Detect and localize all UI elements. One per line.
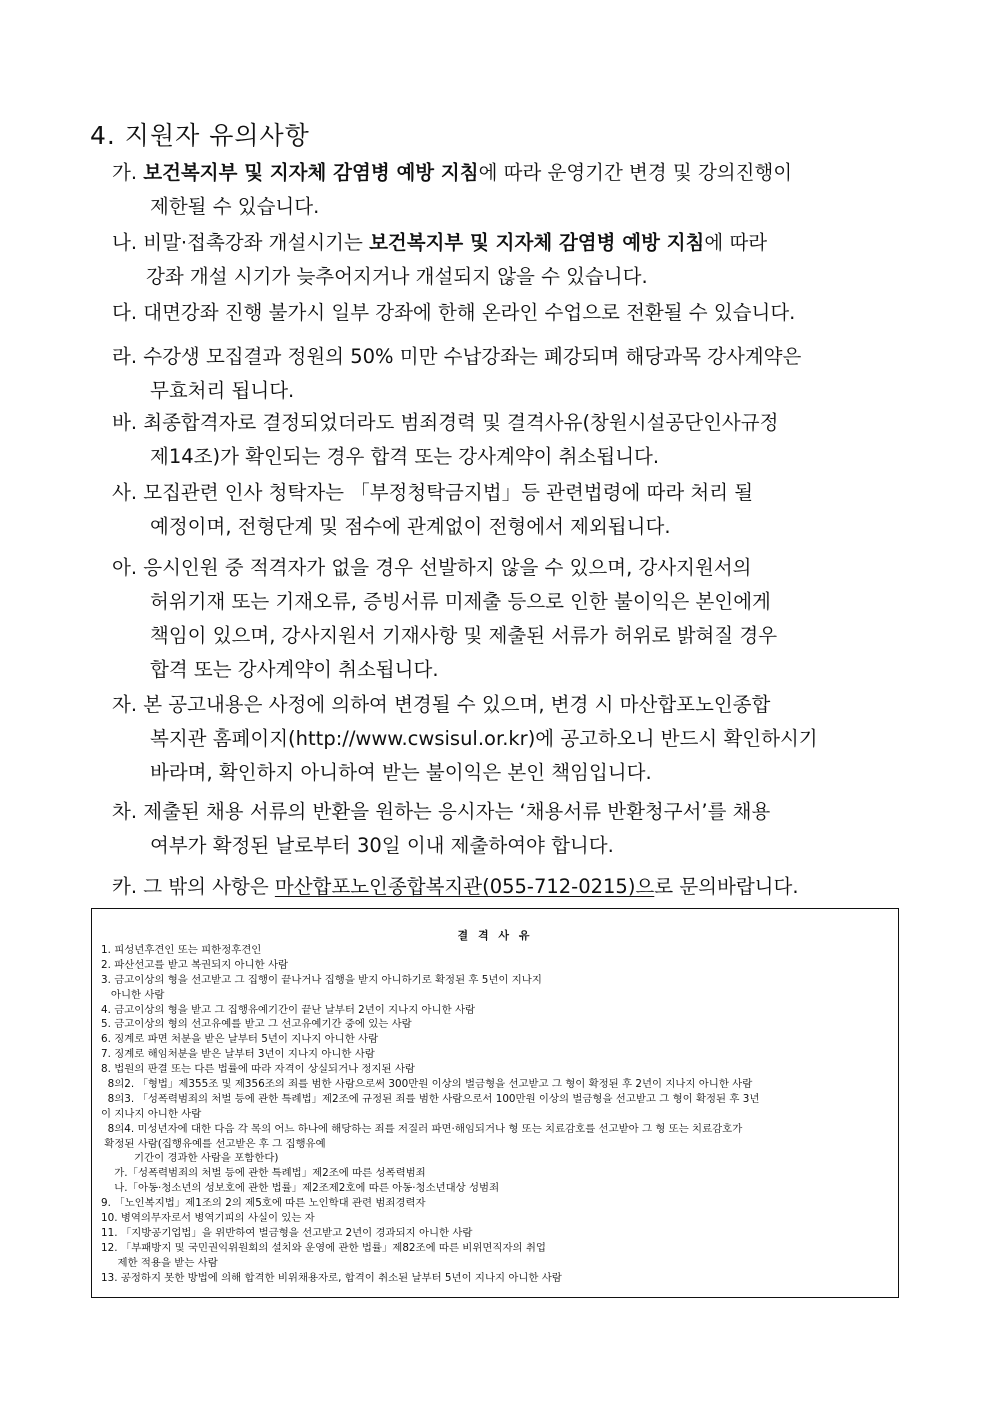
notice-first-line (112, 156, 912, 190)
disqualification-item: 1. 피성년후견인 또는 피한정후견인 (101, 944, 262, 956)
disqualification-item: 가.「성폭력범죄의 처벌 등에 관한 특례법」제2조에 따른 성폭력범죄 (101, 1167, 426, 1180)
notice-continuation: 예정이며, 전형단계 및 점수에 관계없이 전형에서 제외됩니다. (150, 515, 671, 538)
disqualification-item: 기간이 경과한 사람을 포함한다) (101, 1152, 279, 1165)
notice-first-line (112, 688, 912, 722)
disqualification-item: 12. 「부패방지 및 국민권익위원회의 설치와 운영에 관한 법률」제82조에 따른 비위면직자의 취업 (101, 1241, 546, 1254)
notice-label: 가. (112, 161, 138, 184)
notice-label: 나. (112, 231, 138, 254)
disqualification-item: 10. 병역의무자로서 병역기피의 사실이 있는 자 (101, 1212, 315, 1225)
notice-text: 대면강좌 진행 불가시 일부 강좌에 한해 온라인 수업으로 전환될 수 있습니다. (137, 301, 796, 324)
notice-continuation: 합격 또는 강사계약이 취소됩니다. (150, 658, 439, 681)
notice-text: 에 따라 운영기간 변경 및 강의진행이 (478, 161, 793, 184)
disqualification-item: 3. 금고이상의 형을 선고받고 그 집행이 끝나거나 집행을 받지 아니하기로 확정된 후 5년이 지나지 (101, 973, 542, 986)
notice-emphasis: 보건복지부 및 지자체 감염병 예방 지침 (369, 231, 705, 254)
notice-continuation: 바라며, 확인하지 아니하여 받는 불이익은 본인 책임입니다. (150, 761, 652, 784)
notice-item (112, 340, 912, 408)
disqualification-item: 아니한 사람 (101, 988, 165, 1001)
notice-continuation: 제한될 수 있습니다. (150, 195, 320, 218)
notice-first-line (112, 340, 912, 374)
disqualification-item: 13. 공정하지 못한 방법에 의해 합격한 비위채용자로, 합격이 취소된 날부터 5년이 지나지 아니한 사람 (101, 1271, 562, 1284)
notice-text: 그 밖의 사항은 (137, 875, 275, 898)
notice-text: 수강생 모집결과 정원의 50% 미만 수납강좌는 폐강되며 해당과목 강사계약은 (137, 345, 802, 368)
notice-continuation: 허위기재 또는 기재오류, 증빙서류 미제출 등으로 인한 불이익은 본인에게 (150, 590, 771, 613)
notice-text: 로 문의바랍니다. (654, 875, 799, 898)
notice-text: 비말·접촉강좌 개설시기는 (137, 231, 370, 254)
notice-text: 모집관련 인사 청탁자는 「부정청탁금지법」등 관련법령에 따라 처리 될 (137, 481, 754, 504)
notice-text: 본 공고내용은 사정에 의하여 변경될 수 있으며, 변경 시 마산합포노인종합 (137, 693, 771, 716)
notice-continuation: 무효처리 됩니다. (150, 379, 295, 402)
notice-emphasis: 보건복지부 및 지자체 감염병 예방 지침 (143, 161, 479, 184)
disqualification-item: 8의2. 「형법」제355조 및 제356조의 죄를 범한 사람으로써 300만원 이상의 벌금형을 선고받고 그 형이 확정된 후 2년이 지나지 아니한 사람 (101, 1078, 753, 1091)
disqualification-item: 11. 「지방공기업법」을 위반하여 벌금형을 선고받고 2년이 경과되지 아니한 사람 (101, 1226, 473, 1239)
notice-item (112, 476, 912, 544)
disqualification-item: 9. 「노인복지법」제1조의 2의 제5호에 따른 노인학대 관련 범죄경력자 (101, 1197, 426, 1210)
notice-item (112, 870, 912, 904)
disqualification-item: 제한 적용을 받는 사람 (101, 1256, 218, 1269)
disqualification-item: 6. 징계로 파면 처분을 받은 날부터 5년이 지나지 아니한 사람 (101, 1033, 379, 1046)
disqualification-item: 8. 법원의 판결 또는 다른 법률에 따라 자격이 상실되거나 정지된 사람 (101, 1063, 415, 1076)
notice-contact: 마산합포노인종합복지관(055-712-0215)으 (274, 875, 655, 898)
notice-item (112, 156, 912, 224)
disqualification-box (91, 908, 899, 1298)
disqualification-item: 확정된 사람(집행유예를 선고받은 후 그 집행유예 (101, 1137, 326, 1150)
notice-label: 사. (112, 481, 138, 504)
notice-label: 카. (112, 875, 138, 898)
notice-continuation: 복지관 홈페이지(http://www.cwsisul.or.kr)에 공고하오니 반드시 확인하시기 (150, 727, 818, 750)
notice-first-line (112, 406, 912, 440)
notice-label: 다. (112, 301, 138, 324)
notice-first-line (112, 226, 912, 260)
notice-item (112, 551, 912, 687)
notice-first-line (112, 795, 912, 829)
notice-first-line (112, 870, 912, 904)
notice-item (112, 406, 912, 474)
notice-text: 에 따라 (704, 231, 768, 254)
notice-label: 자. (112, 693, 138, 716)
notice-label: 바. (112, 411, 138, 434)
disqualification-item: 8의4. 미성년자에 대한 다음 각 목의 어느 하나에 해당하는 죄를 저질러 파면·해임되거나 형 또는 치료감호를 선고받아 그 형 또는 치료감호가 (101, 1122, 743, 1135)
disqualification-item: 8의3. 「성폭력범죄의 처벌 등에 관한 특례법」제2조에 규정된 죄를 범한 사람으로서 100만원 이상의 벌금형을 선고받고 그 형이 확정된 후 3년 (101, 1092, 760, 1105)
notice-continuation: 책임이 있으며, 강사지원서 기재사항 및 제출된 서류가 허위로 밝혀질 경우 (150, 624, 778, 647)
notice-continuation: 여부가 확정된 날로부터 30일 이내 제출하여야 합니다. (150, 834, 614, 857)
notice-continuation: 강좌 개설 시기가 늦추어지거나 개설되지 않을 수 있습니다. (146, 265, 648, 288)
notice-item (112, 226, 912, 294)
notice-item (112, 296, 912, 330)
disqualification-item: 2. 파산선고를 받고 복권되지 아니한 사람 (101, 958, 289, 971)
disqualification-title: 결 격 사 유 (457, 929, 533, 942)
notice-text: 최종합격자로 결정되었더라도 범죄경력 및 결격사유(창원시설공단인사규정 (137, 411, 779, 434)
notice-label: 라. (112, 345, 138, 368)
disqualification-item: 4. 금고이상의 형을 받고 그 집행유예기간이 끝난 날부터 2년이 지나지 아니한 사람 (101, 1003, 476, 1016)
section-title: 4. 지원자 유의사항 (90, 121, 310, 150)
notice-item (112, 688, 912, 790)
notice-label: 아. (112, 556, 138, 579)
notice-text: 제출된 채용 서류의 반환을 원하는 응시자는 ‘채용서류 반환청구서’를 채용 (137, 800, 771, 823)
disqualification-item: 나.「아동·청소년의 성보호에 관한 법률」제2조제2호에 따른 아동·청소년대상 성범죄 (101, 1182, 500, 1195)
disqualification-item: 이 지나지 아니한 사람 (101, 1107, 202, 1120)
disqualification-list (101, 943, 891, 1285)
disqualification-item: 5. 금고이상의 형의 선고유예를 받고 그 선고유예기간 중에 있는 사람 (101, 1018, 412, 1031)
notice-text: 응시인원 중 적격자가 없을 경우 선발하지 않을 수 있으며, 강사지원서의 (137, 556, 752, 579)
notice-item (112, 795, 912, 863)
notice-first-line (112, 476, 912, 510)
notice-first-line (112, 551, 912, 585)
notice-continuation: 제14조)가 확인되는 경우 합격 또는 강사계약이 취소됩니다. (150, 445, 660, 468)
disqualification-item: 7. 징계로 해임처분을 받은 날부터 3년이 지나지 아니한 사람 (101, 1048, 375, 1061)
notice-label: 차. (112, 800, 138, 823)
notice-first-line (112, 296, 912, 330)
